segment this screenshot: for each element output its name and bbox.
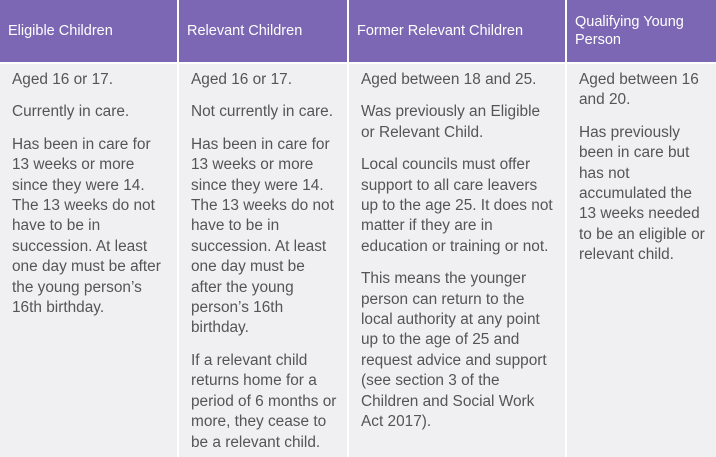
- cell-paragraph: This means the younger person can return to the local authority at any point up to the age of 25 and request advice and support (see section 3 of the Children and Social Work Act 2017).: [361, 270, 547, 431]
- table-row: [0, 63, 716, 457]
- cell-paragraph: Has been in care for 13 weeks or more since they were 14. The 13 weeks do not have to be in succession. At least one day must be after the young person’s 16th birthday.: [12, 135, 161, 317]
- cell-paragraph: Local councils must offer support to all care leavers up to the age 25. It does not matter if they are in education or training or not.: [361, 156, 553, 255]
- cell-relevant-children: [178, 63, 348, 457]
- cell-qualifying-young-person: [566, 63, 716, 457]
- header-row: [0, 0, 716, 63]
- cell-eligible-children: [0, 63, 178, 457]
- header-eligible-children: Eligible Children: [0, 0, 178, 63]
- cell-former-relevant-children: [348, 63, 566, 457]
- header-qualifying-young-person: Qualifying Young Person: [566, 0, 716, 63]
- cell-paragraph: Was previously an Eligible or Relevant Child.: [361, 103, 541, 141]
- cell-paragraph: Has previously been in care but has not accumulated the 13 weeks needed to be an eligible or relevant child.: [579, 123, 705, 264]
- cell-paragraph: Aged 16 or 17.: [191, 71, 292, 88]
- cell-paragraph: Has been in care for 13 weeks or more since they were 14. The 13 weeks do not have to be in succession. At least one day must be after the young person’s 16th birthday.: [191, 135, 334, 337]
- cell-paragraph: If a relevant child returns home for a period of 6 months or more, they cease to be a relevant child.: [191, 351, 337, 451]
- header-relevant-children: Relevant Children: [178, 0, 348, 63]
- cell-paragraph: Currently in care.: [12, 103, 130, 121]
- cell-paragraph: Not currently in care.: [191, 103, 333, 121]
- cell-paragraph: Aged between 16 and 20.: [579, 71, 699, 109]
- cell-paragraph: Aged between 18 and 25.: [361, 71, 537, 88]
- cell-paragraph: Aged 16 or 17.: [12, 71, 113, 88]
- header-former-relevant-children: Former Relevant Children: [348, 0, 566, 63]
